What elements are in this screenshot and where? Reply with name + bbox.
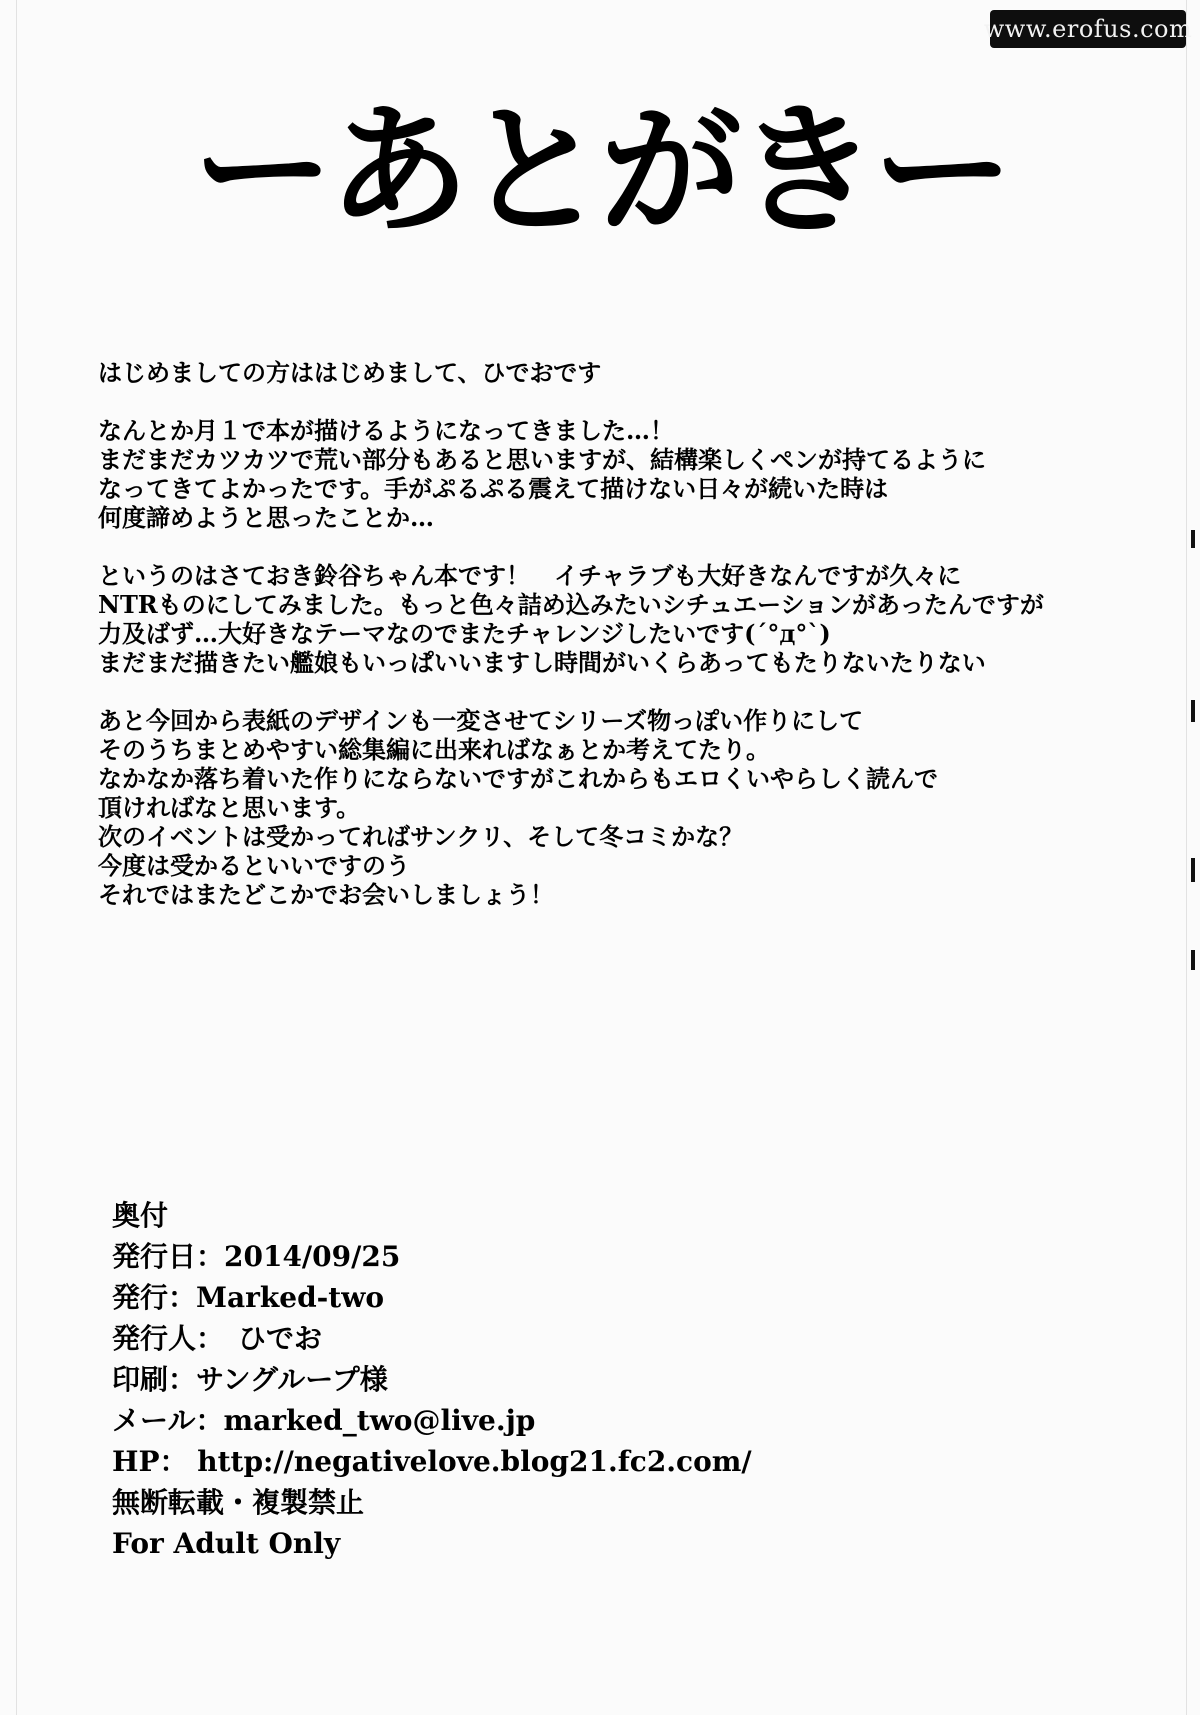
afterword-line: まだまだ描きたい艦娘もいっぱいいますし時間がいくらあってもたりないたりない [98, 648, 986, 677]
afterword-line: あと今回から表紙のデザインも一変させてシリーズ物っぽい作りにして [98, 706, 864, 735]
adult-rating: For Adult Only [112, 1527, 341, 1560]
page-edge-line-right [1186, 0, 1187, 1715]
site-watermark [983, 10, 1193, 48]
homepage-url: HP： http://negativelove.blog21.fc2.com/ [112, 1445, 752, 1478]
afterword-paragraph [98, 706, 1058, 909]
afterword-line: そのうちまとめやすい総集編に出来ればなぁとか考えてたり。 [98, 735, 770, 764]
author: 発行人： ひでお [112, 1322, 323, 1355]
afterword-line: 次のイベントは受かってればサンクリ、そして冬コミかな？ [98, 822, 744, 851]
page-edge-line-left [16, 0, 17, 1715]
afterword-line: まだまだカツカツで荒い部分もあると思いますが、結構楽しくペンが持てるように [98, 445, 986, 474]
afterword-line: 頂ければなと思います。 [98, 793, 361, 822]
afterword-paragraph [98, 358, 1058, 387]
afterword-line: 何度諦めようと思ったことか… [98, 503, 434, 532]
afterword-line: 力及ばず…大好きなテーマなのでまたチャレンジしたいです(´°д°`) [98, 619, 831, 648]
afterword-line: 今度は受かるといいですのう [98, 851, 410, 880]
margin-mark [1191, 858, 1195, 882]
afterword-paragraph [98, 416, 1058, 532]
afterword-line: なかなか落ち着いた作りにならないですがこれからもエロくいやらしく読んで [98, 764, 938, 793]
email-address: メール：marked_two@live.jp [112, 1404, 536, 1437]
afterword-line: それではまたどこかでお会いしましょう！ [98, 880, 554, 909]
afterword-body [98, 358, 1058, 938]
colophon [112, 1195, 912, 1564]
margin-mark [1191, 700, 1195, 722]
page-title: ーあとがきー [192, 88, 1008, 254]
colophon-heading: 奥付 [112, 1199, 169, 1232]
publisher: 発行：Marked-two [112, 1281, 385, 1314]
margin-mark [1191, 950, 1195, 970]
afterword-paragraph [98, 561, 1058, 677]
copyright-notice: 無断転載・複製禁止 [112, 1486, 365, 1519]
afterword-line: というのはさておき鈴谷ちゃん本です！ イチャラブも大好きなんですが久々に [98, 561, 962, 590]
afterword-line: なんとか月１で本が描けるようになってきました…！ [98, 416, 674, 445]
afterword-line: なってきてよかったです。手がぷるぷる震えて描けない日々が続いた時は [98, 474, 889, 503]
watermark-text: www.erofus.com [983, 15, 1193, 43]
issue-date: 発行日：2014/09/25 [112, 1240, 401, 1273]
afterword-line: はじめましての方ははじめまして、ひでおです [98, 358, 602, 387]
margin-mark [1191, 530, 1195, 548]
printer: 印刷：サングループ様 [112, 1363, 388, 1396]
afterword-line: NTRものにしてみました。もっと色々詰め込みたいシチュエーションがあったんですが [98, 590, 1044, 619]
